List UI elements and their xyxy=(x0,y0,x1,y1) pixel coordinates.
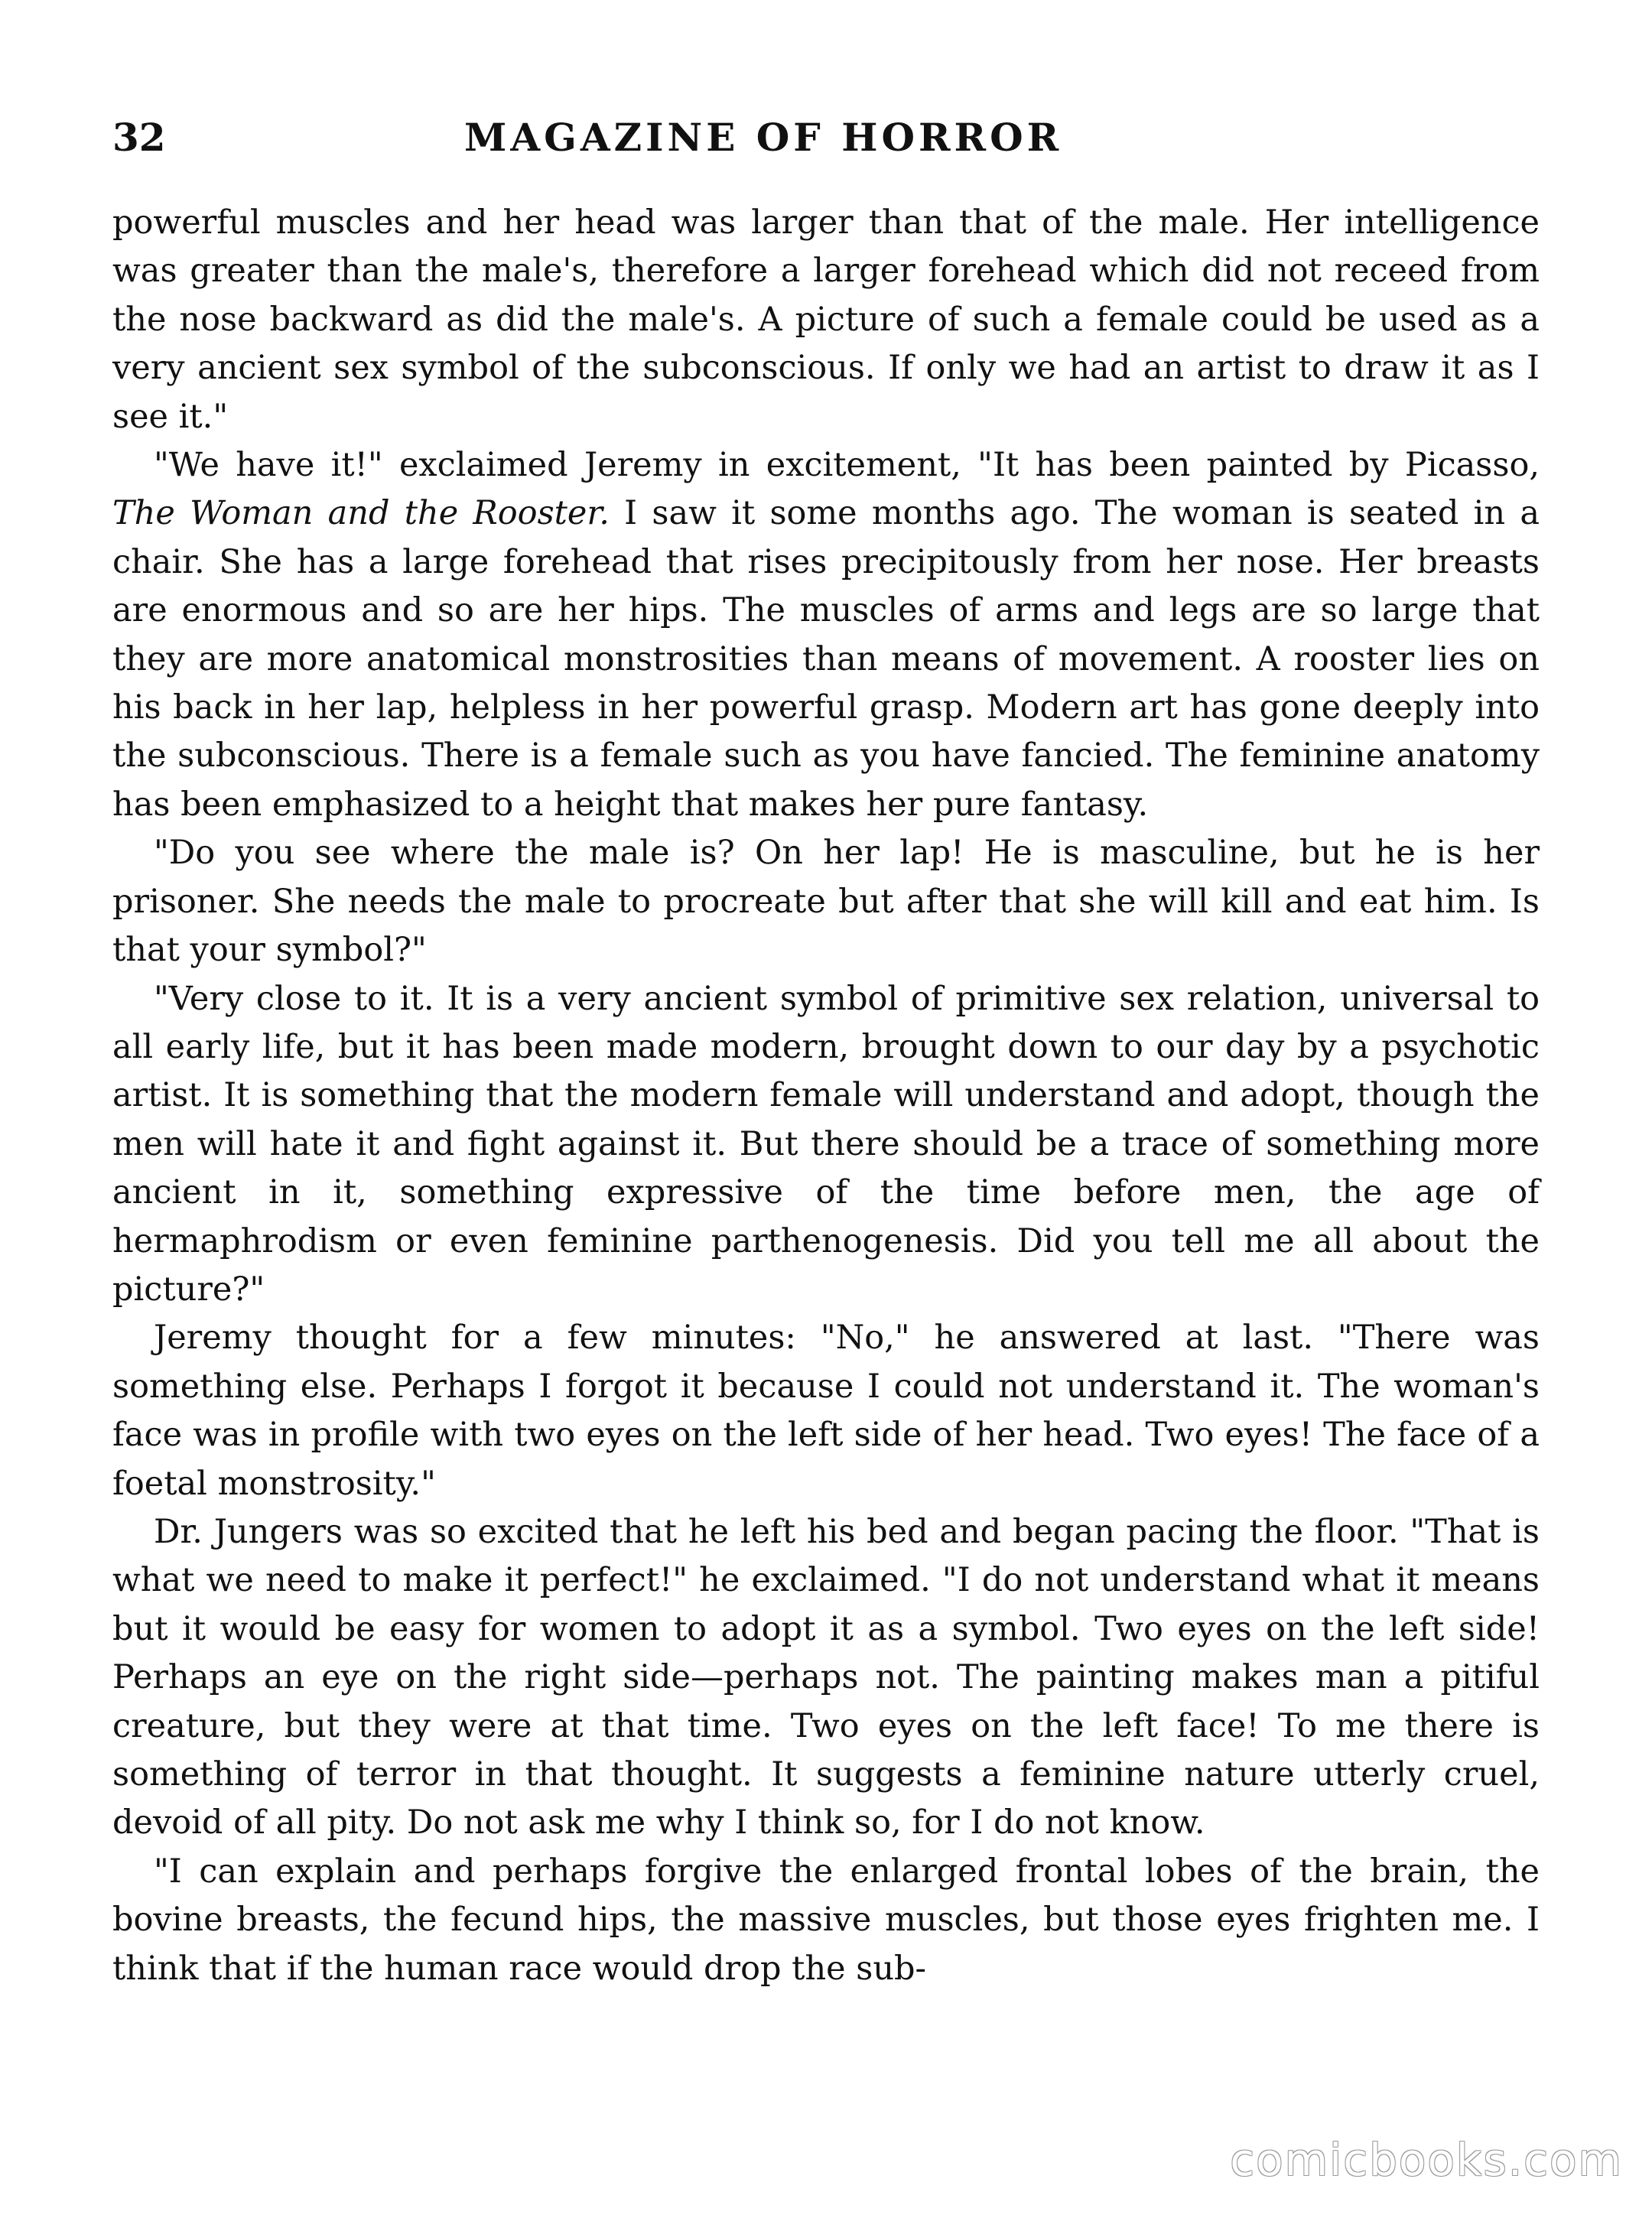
article-body xyxy=(112,199,1540,1993)
paragraph xyxy=(112,441,1540,829)
paragraph: "Very close to it. It is a very ancient symbol of primitive sex relation, universal to all early life, but it has been made modern, brought down to our day by a psychotic artist. It is something that the modern female will understand and adopt, though the men will hate it and fight against it. But there should be a trace of something more ancient in it, something expressive of the time before men, the age of hermaphrodism or even feminine parthenogenesis. Did you tell me all about the picture?" xyxy=(112,979,1540,1309)
painting-title: The Woman and the Rooster. xyxy=(112,494,610,533)
running-title: MAGAZINE OF HORROR xyxy=(464,115,1063,160)
paragraph-text: "We have it!" exclaimed Jeremy in excitement, "It has been painted by Picasso, xyxy=(154,446,1540,485)
paragraph: "Do you see where the male is? On her lap! He is masculine, but he is her prisoner. She needs the male to procreate but after that she will kill and eat him. Is that your symbol?" xyxy=(112,834,1540,970)
paragraph: Jeremy thought for a few minutes: "No," he answered at last. "There was something else. Perhaps I forgot it because I could not understand it. The woman's face was in profile with two eyes on the left side of her head. Two eyes! The face of a foetal monstrosity." xyxy=(112,1319,1540,1503)
paragraph: Dr. Jungers was so excited that he left his bed and began pacing the floor. "That is what we need to make it perfect!" he exclaimed. "I do not understand what it means but it would be easy for women to adopt it as a symbol. Two eyes on the left side! Perhaps an eye on the right side—perhaps not. The painting makes man a pitiful creature, but they were at that time. Two eyes on the left face! To me there is something of terror in that thought. It suggests a feminine nature utterly cruel, devoid of all pity. Do not ask me why I think so, for I do not know. xyxy=(112,1512,1540,1842)
paragraph-text: I saw it some months ago. The woman is seated in a chair. She has a large forehead that rises precipitously from her nose. Her breasts are enormous and so are her hips. The muscles of arms and legs are so large that they are more anatomical monstrosities than means of movement. A rooster lies on his back in her lap, helpless in her powerful grasp. Modern art has gone deeply into the subconscious. There is a female such as you have fancied. The feminine anatomy has been emphasized to a height that makes her pure fantasy. xyxy=(112,494,1540,824)
page xyxy=(112,115,1540,1993)
page-header xyxy=(112,115,1540,188)
paragraph: "I can explain and perhaps forgive the enlarged frontal lobes of the brain, the bovine breasts, the fecund hips, the massive muscles, but those eyes frighten me. I think that if the human race would drop the sub- xyxy=(112,1852,1540,1988)
paragraph: powerful muscles and her head was larger than that of the male. Her intelligence was greater than the male's, therefore a larger forehead which did not receed from the nose backward as did the male's. A picture of such a female could be used as a very ancient sex symbol of the subconscious. If only we had an artist to draw it as I see it." xyxy=(112,203,1540,436)
page-number: 32 xyxy=(112,115,166,160)
watermark: comicbooks.com xyxy=(1230,2134,1623,2186)
